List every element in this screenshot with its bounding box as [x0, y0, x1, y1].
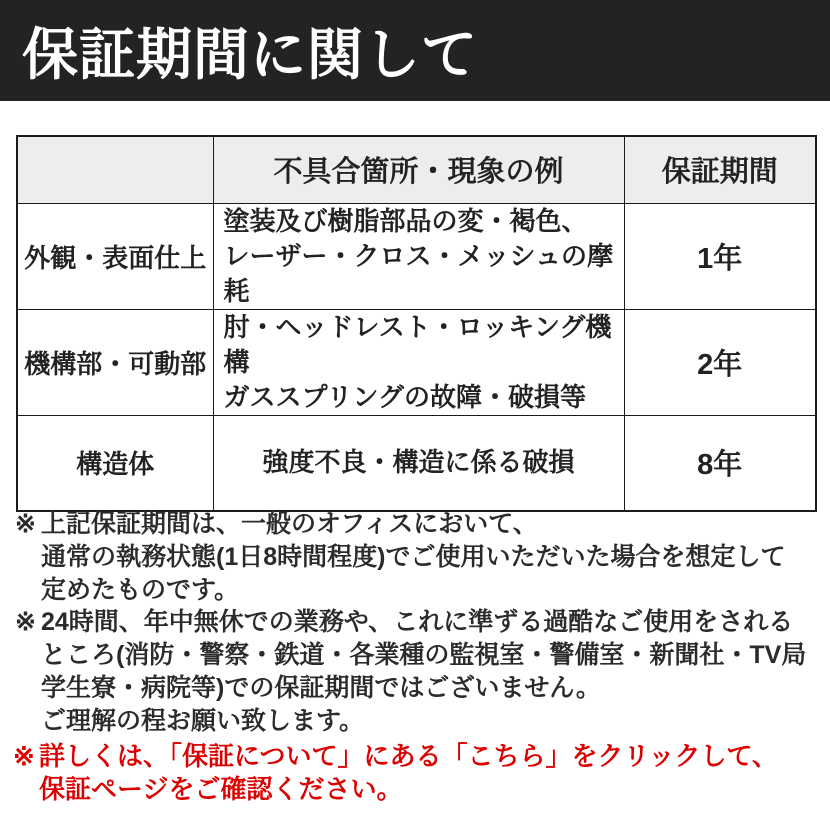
- category-cell: 機構部・可動部: [17, 309, 213, 415]
- note-line: [13, 740, 778, 773]
- note-warranty-page-link: [13, 740, 778, 806]
- examples-cell: [213, 309, 624, 415]
- note-text: 詳しくは、「保証について」にある「こちら」をクリックして、: [39, 741, 778, 771]
- column-header-examples: 不具合箇所・現象の例: [213, 136, 624, 203]
- column-header-period: 保証期間: [624, 136, 816, 203]
- note-marker: ※: [15, 608, 36, 636]
- column-header-category-empty: [17, 136, 213, 203]
- note-line: 通常の執務状態(1日8時間程度)でご使用いただいた場合を想定して: [41, 543, 786, 571]
- example-line: レーザー・クロス・メッシュの摩耗: [223, 240, 613, 306]
- note-marker: ※: [15, 510, 36, 538]
- note-line: ところ(消防・警察・鉄道・各業種の監視室・警備室・新聞社・TV局: [41, 641, 807, 669]
- note-text: 上記保証期間は、一般のオフィスにおいて、: [41, 510, 538, 538]
- note-line: 保証ページをご確認ください。: [39, 774, 403, 804]
- example-line: 強度不良・構造に係る破損: [262, 447, 575, 478]
- period-cell: 2年: [624, 309, 816, 415]
- period-cell: 8年: [624, 415, 816, 511]
- page-header: [0, 0, 830, 101]
- note-text: 24時間、年中無休での業務や、これに準ずる過酷なご使用をされる: [41, 608, 794, 636]
- table-header-row: [17, 136, 816, 203]
- note-line: [15, 508, 785, 541]
- note-line: ご理解の程お願い致します。: [41, 707, 365, 735]
- example-line: 塗装及び樹脂部品の変・褐色、: [223, 205, 588, 236]
- warranty-table: [16, 135, 817, 512]
- note-marker: ※: [13, 741, 35, 771]
- table-row-exterior: [17, 203, 816, 309]
- note-line: 学生寮・病院等)での保証期間ではございません。: [41, 674, 601, 702]
- note-usage-assumption: [15, 508, 785, 607]
- category-cell: 構造体: [17, 415, 213, 511]
- example-line: ガススプリングの故障・破損等: [223, 381, 586, 412]
- note-heavy-use-exclusion: [15, 606, 806, 738]
- note-line: [15, 606, 806, 639]
- period-cell: 1年: [624, 203, 816, 309]
- examples-cell: [213, 203, 624, 309]
- table-row-structure: [17, 415, 816, 511]
- table-row-mechanism: [17, 309, 816, 415]
- note-line: 定めたものです。: [41, 576, 240, 604]
- example-line: 肘・ヘッドレスト・ロッキング機構: [223, 311, 612, 377]
- page-title: 保証期間に関して: [22, 22, 478, 86]
- category-cell: 外観・表面仕上: [17, 203, 213, 309]
- examples-cell: [213, 415, 624, 511]
